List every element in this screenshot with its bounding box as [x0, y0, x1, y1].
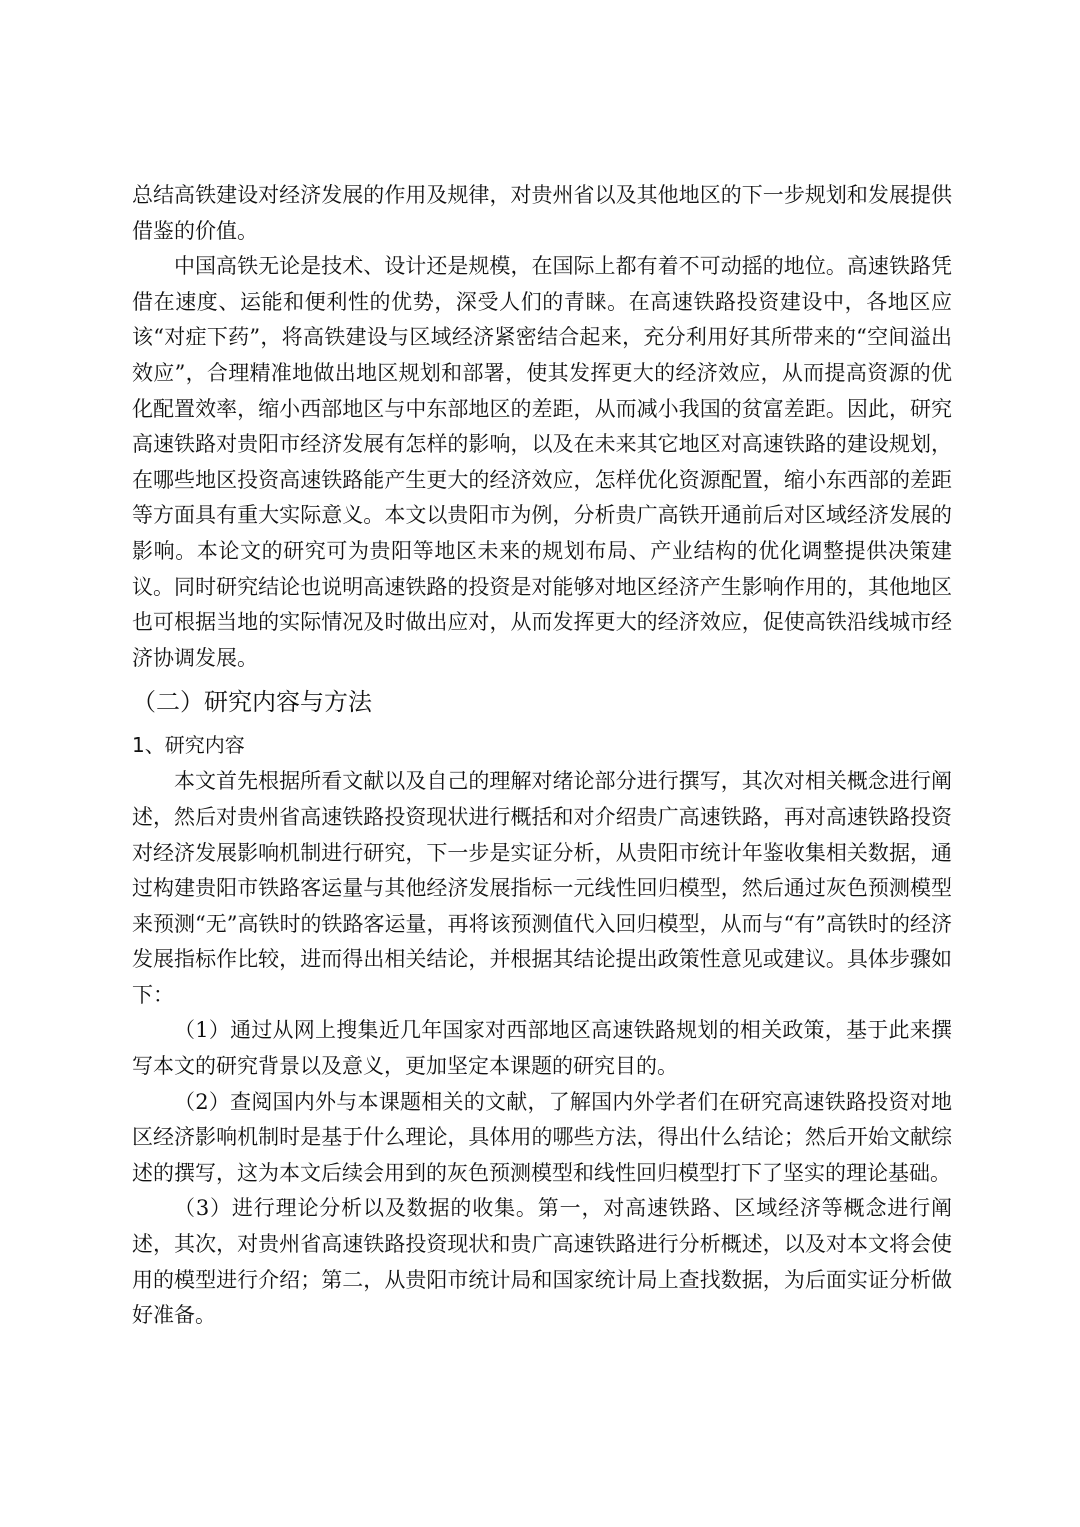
paragraph-step-3: （3）进行理论分析以及数据的收集。第一，对高速铁路、区域经济等概念进行阐述，其次，对贵州省高速铁路投资现状和贵广高速铁路进行分析概述，以及对本文将会使用的模型进行介绍；第二，从贵阳市统计局和国家统计局上查找数据，为后面实证分析做好准备。: [132, 1196, 952, 1328]
section-heading: （二）研究内容与方法: [132, 688, 372, 717]
paragraph-step-1: （1）通过从网上搜集近几年国家对西部地区高速铁路规划的相关政策，基于此来撰写本文的研究背景以及意义，更加坚定本课题的研究目的。: [132, 1018, 952, 1079]
paragraph-continued: 总结高铁建设对经济发展的作用及规律，对贵州省以及其他地区的下一步规划和发展提供借鉴的价值。: [132, 183, 952, 243]
document-page: [132, 178, 952, 1334]
paragraph-content-overview: 本文首先根据所看文献以及自己的理解对绪论部分进行撰写，其次对相关概念进行阐述，然后对贵州省高速铁路投资现状进行概括和对介绍贵广高速铁路，再对高速铁路投资对经济发展影响机制进行研究，下一步是实证分析，从贵阳市统计年鉴收集相关数据，通过构建贵阳市铁路客运量与其他经济发展指标一元线性回归模型，然后通过灰色预测模型来预测“无”高铁时的铁路客运量，再将该预测值代入回归模型，从而与“有”高铁时的经济发展指标作比较，进而得出相关结论，并根据其结论提出政策性意见或建议。具体步骤如下：: [132, 769, 952, 1007]
sub-heading: 1、研究内容: [132, 733, 245, 758]
paragraph-step-2: （2）查阅国内外与本课题相关的文献，了解国内外学者们在研究高速铁路投资对地区经济影响机制时是基于什么理论，具体用的哪些方法，得出什么结论；然后开始文献综述的撰写，这为本文后续会用到的灰色预测模型和线性回归模型打下了坚实的理论基础。: [132, 1089, 952, 1185]
paragraph-significance: 中国高铁无论是技术、设计还是规模，在国际上都有着不可动摇的地位。高速铁路凭借在速度、运能和便利性的优势，深受人们的青睐。在高速铁路投资建设中，各地区应该“对症下药”，将高铁建设与区域经济紧密结合起来，充分利用好其所带来的“空间溢出效应”，合理精准地做出地区规划和部署，使其发挥更大的经济效应，从而提高资源的优化配置效率，缩小西部地区与中东部地区的差距，从而减小我国的贫富差距。因此，研究高速铁路对贵阳市经济发展有怎样的影响，以及在未来其它地区对高速铁路的建设规划，在哪些地区投资高速铁路能产生更大的经济效应，怎样优化资源配置，缩小东西部的差距等方面具有重大实际意义。本文以贵阳市为例，分析贵广高铁开通前后对区域经济发展的影响。本论文的研究可为贵阳等地区未来的规划布局、产业结构的优化调整提供决策建议。同时研究结论也说明高速铁路的投资是对能够对地区经济产生影响作用的，其他地区也可根据当地的实际情况及时做出应对，从而发挥更大的经济效应，促使高铁沿线城市经济协调发展。: [132, 254, 952, 670]
